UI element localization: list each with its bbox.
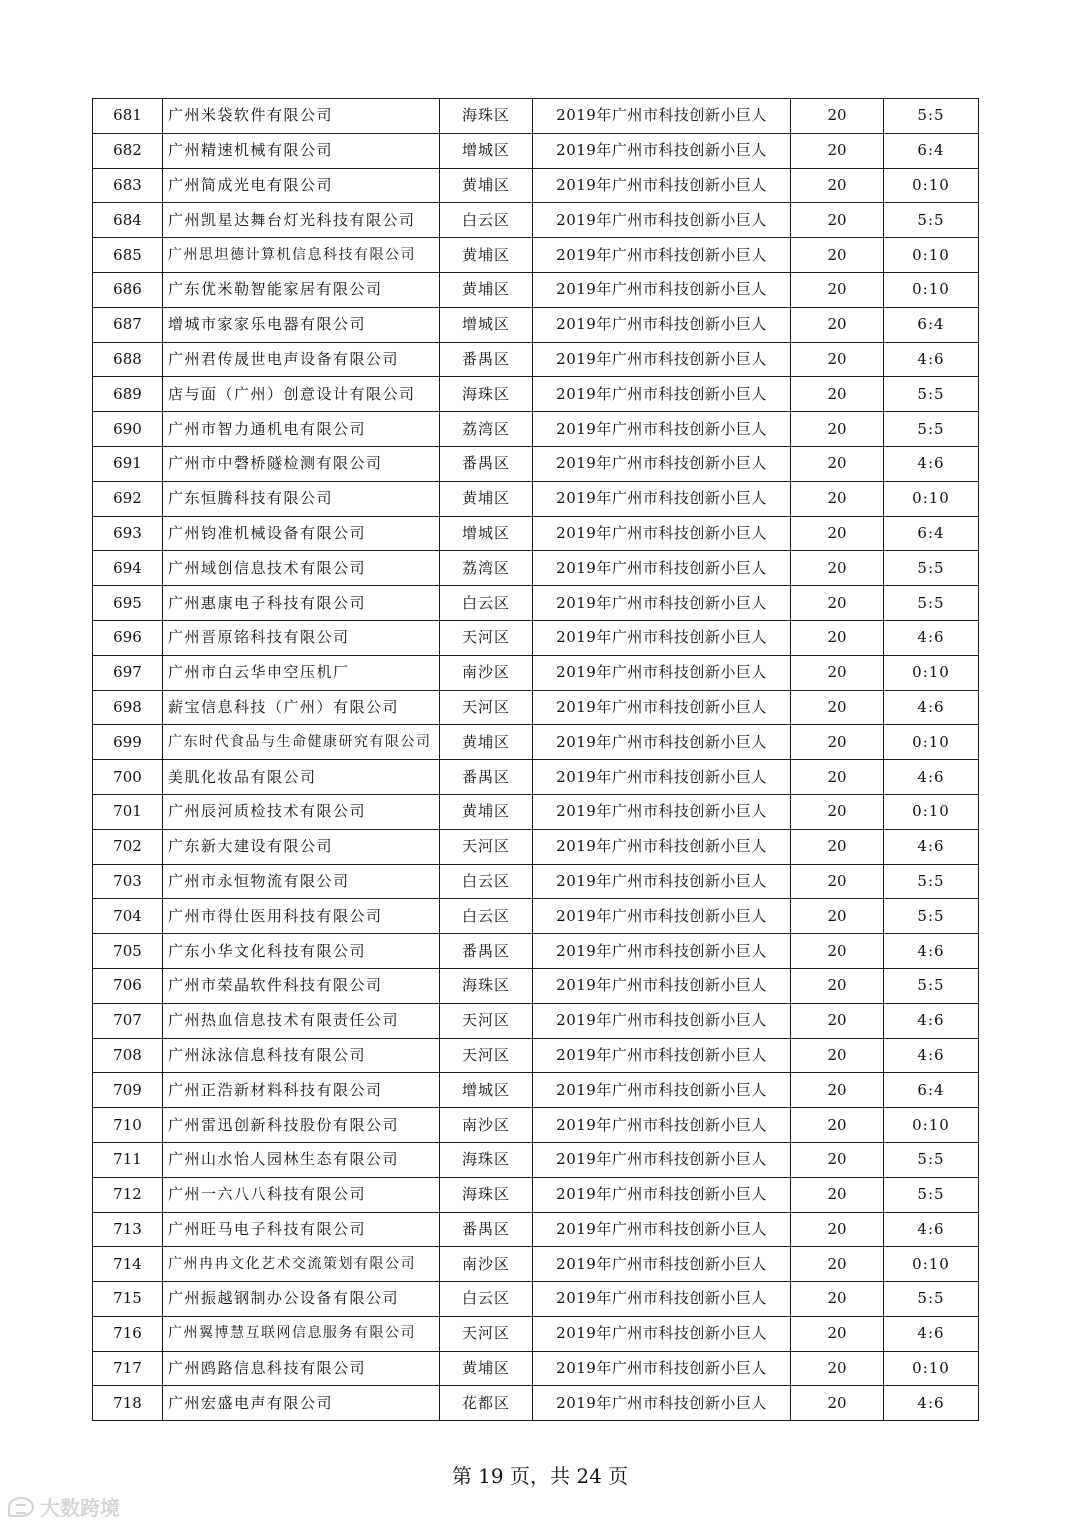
amount-cell: 20 (791, 1351, 884, 1386)
company-name-cell: 广东时代食品与生命健康研究有限公司 (163, 725, 440, 760)
district-cell: 天河区 (440, 1316, 533, 1351)
ratio-cell: 5:5 (884, 99, 979, 134)
amount-cell: 20 (791, 551, 884, 586)
ratio-cell: 0:10 (884, 481, 979, 516)
company-table (92, 98, 979, 1421)
page-number: 第 19 页，共 24 页 (451, 1464, 629, 1488)
category-cell: 2019年广州市科技创新小巨人 (533, 1108, 791, 1143)
amount-cell: 20 (791, 342, 884, 377)
company-name-cell: 广州晋原铭科技有限公司 (163, 620, 440, 655)
amount-cell: 20 (791, 1212, 884, 1247)
table-row (93, 238, 979, 273)
category-cell: 2019年广州市科技创新小巨人 (533, 203, 791, 238)
amount-cell: 20 (791, 1073, 884, 1108)
category-cell: 2019年广州市科技创新小巨人 (533, 516, 791, 551)
table-row (93, 968, 979, 1003)
row-number-cell: 710 (93, 1108, 163, 1143)
company-name-cell: 广州鸥路信息科技有限公司 (163, 1351, 440, 1386)
amount-cell: 20 (791, 99, 884, 134)
ratio-cell: 5:5 (884, 1282, 979, 1317)
district-cell: 黄埔区 (440, 794, 533, 829)
ratio-cell: 0:10 (884, 794, 979, 829)
district-cell: 天河区 (440, 829, 533, 864)
row-number-cell: 705 (93, 934, 163, 969)
district-cell: 白云区 (440, 1282, 533, 1317)
ratio-cell: 0:10 (884, 655, 979, 690)
company-name-cell: 广东小华文化科技有限公司 (163, 934, 440, 969)
amount-cell: 20 (791, 794, 884, 829)
ratio-cell: 5:5 (884, 412, 979, 447)
table-row (93, 829, 979, 864)
company-name-cell: 广州振越钢制办公设备有限公司 (163, 1282, 440, 1317)
ratio-cell: 6:4 (884, 307, 979, 342)
amount-cell: 20 (791, 1038, 884, 1073)
category-cell: 2019年广州市科技创新小巨人 (533, 1142, 791, 1177)
company-name-cell: 广州旺马电子科技有限公司 (163, 1212, 440, 1247)
company-name-cell: 广州市智力通机电有限公司 (163, 412, 440, 447)
company-name-cell: 广州米袋软件有限公司 (163, 99, 440, 134)
category-cell: 2019年广州市科技创新小巨人 (533, 168, 791, 203)
category-cell: 2019年广州市科技创新小巨人 (533, 342, 791, 377)
ratio-cell: 4:6 (884, 1386, 979, 1421)
row-number-cell: 694 (93, 551, 163, 586)
district-cell: 南沙区 (440, 1108, 533, 1143)
district-cell: 白云区 (440, 864, 533, 899)
category-cell: 2019年广州市科技创新小巨人 (533, 307, 791, 342)
district-cell: 白云区 (440, 899, 533, 934)
row-number-cell: 709 (93, 1073, 163, 1108)
district-cell: 番禺区 (440, 446, 533, 481)
table-row (93, 899, 979, 934)
amount-cell: 20 (791, 1177, 884, 1212)
row-number-cell: 714 (93, 1247, 163, 1282)
ratio-cell: 6:4 (884, 133, 979, 168)
row-number-cell: 686 (93, 272, 163, 307)
table-row (93, 168, 979, 203)
ratio-cell: 0:10 (884, 1247, 979, 1282)
district-cell: 增城区 (440, 1073, 533, 1108)
table-row (93, 446, 979, 481)
row-number-cell: 713 (93, 1212, 163, 1247)
category-cell: 2019年广州市科技创新小巨人 (533, 586, 791, 621)
category-cell: 2019年广州市科技创新小巨人 (533, 690, 791, 725)
district-cell: 南沙区 (440, 655, 533, 690)
amount-cell: 20 (791, 760, 884, 795)
table-row (93, 864, 979, 899)
amount-cell: 20 (791, 690, 884, 725)
table-row (93, 1177, 979, 1212)
district-cell: 南沙区 (440, 1247, 533, 1282)
category-cell: 2019年广州市科技创新小巨人 (533, 655, 791, 690)
table-row (93, 1003, 979, 1038)
table-body (93, 99, 979, 1421)
amount-cell: 20 (791, 620, 884, 655)
ratio-cell: 4:6 (884, 934, 979, 969)
table-row (93, 655, 979, 690)
amount-cell: 20 (791, 968, 884, 1003)
amount-cell: 20 (791, 586, 884, 621)
district-cell: 海珠区 (440, 377, 533, 412)
category-cell: 2019年广州市科技创新小巨人 (533, 794, 791, 829)
category-cell: 2019年广州市科技创新小巨人 (533, 968, 791, 1003)
category-cell: 2019年广州市科技创新小巨人 (533, 238, 791, 273)
amount-cell: 20 (791, 272, 884, 307)
company-name-cell: 广州山水怡人园林生态有限公司 (163, 1142, 440, 1177)
category-cell: 2019年广州市科技创新小巨人 (533, 829, 791, 864)
table-row (93, 1038, 979, 1073)
category-cell: 2019年广州市科技创新小巨人 (533, 1038, 791, 1073)
district-cell: 番禺区 (440, 1212, 533, 1247)
category-cell: 2019年广州市科技创新小巨人 (533, 1351, 791, 1386)
company-name-cell: 广州正浩新材料科技有限公司 (163, 1073, 440, 1108)
ratio-cell: 5:5 (884, 377, 979, 412)
category-cell: 2019年广州市科技创新小巨人 (533, 99, 791, 134)
row-number-cell: 684 (93, 203, 163, 238)
table-row (93, 203, 979, 238)
ratio-cell: 4:6 (884, 342, 979, 377)
district-cell: 荔湾区 (440, 551, 533, 586)
table-row (93, 551, 979, 586)
amount-cell: 20 (791, 1142, 884, 1177)
row-number-cell: 707 (93, 1003, 163, 1038)
district-cell: 增城区 (440, 307, 533, 342)
watermark (8, 1492, 120, 1521)
district-cell: 白云区 (440, 203, 533, 238)
ratio-cell: 0:10 (884, 168, 979, 203)
table-row (93, 133, 979, 168)
table-row (93, 620, 979, 655)
row-number-cell: 711 (93, 1142, 163, 1177)
category-cell: 2019年广州市科技创新小巨人 (533, 620, 791, 655)
company-name-cell: 广州宏盛电声有限公司 (163, 1386, 440, 1421)
row-number-cell: 683 (93, 168, 163, 203)
category-cell: 2019年广州市科技创新小巨人 (533, 934, 791, 969)
ratio-cell: 5:5 (884, 586, 979, 621)
row-number-cell: 703 (93, 864, 163, 899)
table-row (93, 412, 979, 447)
table-row (93, 1247, 979, 1282)
amount-cell: 20 (791, 934, 884, 969)
amount-cell: 20 (791, 864, 884, 899)
row-number-cell: 697 (93, 655, 163, 690)
ratio-cell: 5:5 (884, 551, 979, 586)
row-number-cell: 699 (93, 725, 163, 760)
company-name-cell: 广州简成光电有限公司 (163, 168, 440, 203)
category-cell: 2019年广州市科技创新小巨人 (533, 133, 791, 168)
amount-cell: 20 (791, 307, 884, 342)
company-name-cell: 广州市白云华申空压机厂 (163, 655, 440, 690)
company-name-cell: 广州思坦德计算机信息科技有限公司 (163, 238, 440, 273)
amount-cell: 20 (791, 725, 884, 760)
ratio-cell: 5:5 (884, 1177, 979, 1212)
table-row (93, 1142, 979, 1177)
amount-cell: 20 (791, 133, 884, 168)
ratio-cell: 5:5 (884, 864, 979, 899)
ratio-cell: 5:5 (884, 1142, 979, 1177)
amount-cell: 20 (791, 1003, 884, 1038)
row-number-cell: 717 (93, 1351, 163, 1386)
company-name-cell: 广州热血信息技术有限责任公司 (163, 1003, 440, 1038)
table-row (93, 586, 979, 621)
ratio-cell: 5:5 (884, 968, 979, 1003)
table-row (93, 377, 979, 412)
ratio-cell: 5:5 (884, 203, 979, 238)
table-row (93, 342, 979, 377)
amount-cell: 20 (791, 446, 884, 481)
table-row (93, 516, 979, 551)
table-row (93, 1073, 979, 1108)
row-number-cell: 706 (93, 968, 163, 1003)
amount-cell: 20 (791, 899, 884, 934)
district-cell: 天河区 (440, 1003, 533, 1038)
amount-cell: 20 (791, 412, 884, 447)
table-row (93, 690, 979, 725)
amount-cell: 20 (791, 168, 884, 203)
row-number-cell: 687 (93, 307, 163, 342)
category-cell: 2019年广州市科技创新小巨人 (533, 272, 791, 307)
table-row (93, 794, 979, 829)
category-cell: 2019年广州市科技创新小巨人 (533, 446, 791, 481)
company-name-cell: 薪宝信息科技（广州）有限公司 (163, 690, 440, 725)
company-name-cell: 广州泳泳信息科技有限公司 (163, 1038, 440, 1073)
table-row (93, 272, 979, 307)
row-number-cell: 685 (93, 238, 163, 273)
company-name-cell: 广东新大建设有限公司 (163, 829, 440, 864)
row-number-cell: 718 (93, 1386, 163, 1421)
company-name-cell: 广州翼博慧互联网信息服务有限公司 (163, 1316, 440, 1351)
category-cell: 2019年广州市科技创新小巨人 (533, 481, 791, 516)
ratio-cell: 4:6 (884, 690, 979, 725)
ratio-cell: 0:10 (884, 725, 979, 760)
table-row (93, 481, 979, 516)
company-name-cell: 广州域创信息技术有限公司 (163, 551, 440, 586)
category-cell: 2019年广州市科技创新小巨人 (533, 1247, 791, 1282)
row-number-cell: 681 (93, 99, 163, 134)
row-number-cell: 712 (93, 1177, 163, 1212)
company-name-cell: 广州一六八八科技有限公司 (163, 1177, 440, 1212)
category-cell: 2019年广州市科技创新小巨人 (533, 1212, 791, 1247)
ratio-cell: 4:6 (884, 1212, 979, 1247)
ratio-cell: 0:10 (884, 1351, 979, 1386)
row-number-cell: 702 (93, 829, 163, 864)
row-number-cell: 698 (93, 690, 163, 725)
table-row (93, 1282, 979, 1317)
ratio-cell: 4:6 (884, 1316, 979, 1351)
district-cell: 海珠区 (440, 968, 533, 1003)
district-cell: 天河区 (440, 690, 533, 725)
amount-cell: 20 (791, 238, 884, 273)
company-name-cell: 广州市得仕医用科技有限公司 (163, 899, 440, 934)
district-cell: 黄埔区 (440, 238, 533, 273)
company-name-cell: 广州市中磬桥隧检测有限公司 (163, 446, 440, 481)
company-name-cell: 广州君传晟世电声设备有限公司 (163, 342, 440, 377)
district-cell: 天河区 (440, 620, 533, 655)
category-cell: 2019年广州市科技创新小巨人 (533, 1316, 791, 1351)
row-number-cell: 701 (93, 794, 163, 829)
category-cell: 2019年广州市科技创新小巨人 (533, 864, 791, 899)
company-name-cell: 广州雷迅创新科技股份有限公司 (163, 1108, 440, 1143)
ratio-cell: 6:4 (884, 516, 979, 551)
company-name-cell: 广州冉冉文化艺术交流策划有限公司 (163, 1247, 440, 1282)
category-cell: 2019年广州市科技创新小巨人 (533, 551, 791, 586)
row-number-cell: 693 (93, 516, 163, 551)
district-cell: 天河区 (440, 1038, 533, 1073)
category-cell: 2019年广州市科技创新小巨人 (533, 725, 791, 760)
company-name-cell: 美肌化妆品有限公司 (163, 760, 440, 795)
table-row (93, 1351, 979, 1386)
row-number-cell: 695 (93, 586, 163, 621)
ratio-cell: 6:4 (884, 1073, 979, 1108)
district-cell: 黄埔区 (440, 168, 533, 203)
table-row (93, 99, 979, 134)
amount-cell: 20 (791, 516, 884, 551)
company-name-cell: 广东恒腾科技有限公司 (163, 481, 440, 516)
category-cell: 2019年广州市科技创新小巨人 (533, 1073, 791, 1108)
district-cell: 黄埔区 (440, 1351, 533, 1386)
district-cell: 花都区 (440, 1386, 533, 1421)
district-cell: 海珠区 (440, 1177, 533, 1212)
table-row (93, 1108, 979, 1143)
table-row (93, 307, 979, 342)
district-cell: 黄埔区 (440, 272, 533, 307)
table-row (93, 1316, 979, 1351)
amount-cell: 20 (791, 1316, 884, 1351)
district-cell: 增城区 (440, 133, 533, 168)
category-cell: 2019年广州市科技创新小巨人 (533, 1177, 791, 1212)
amount-cell: 20 (791, 829, 884, 864)
ratio-cell: 4:6 (884, 760, 979, 795)
table-row (93, 725, 979, 760)
row-number-cell: 692 (93, 481, 163, 516)
amount-cell: 20 (791, 1247, 884, 1282)
table-row (93, 760, 979, 795)
category-cell: 2019年广州市科技创新小巨人 (533, 760, 791, 795)
category-cell: 2019年广州市科技创新小巨人 (533, 899, 791, 934)
company-name-cell: 广州凯星达舞台灯光科技有限公司 (163, 203, 440, 238)
category-cell: 2019年广州市科技创新小巨人 (533, 377, 791, 412)
amount-cell: 20 (791, 203, 884, 238)
company-name-cell: 增城市家家乐电器有限公司 (163, 307, 440, 342)
district-cell: 增城区 (440, 516, 533, 551)
row-number-cell: 708 (93, 1038, 163, 1073)
ratio-cell: 4:6 (884, 1003, 979, 1038)
district-cell: 番禺区 (440, 342, 533, 377)
row-number-cell: 682 (93, 133, 163, 168)
row-number-cell: 700 (93, 760, 163, 795)
company-name-cell: 广州市荣晶软件科技有限公司 (163, 968, 440, 1003)
district-cell: 白云区 (440, 586, 533, 621)
table-row (93, 934, 979, 969)
district-cell: 海珠区 (440, 99, 533, 134)
ratio-cell: 4:6 (884, 1038, 979, 1073)
ratio-cell: 5:5 (884, 899, 979, 934)
district-cell: 海珠区 (440, 1142, 533, 1177)
row-number-cell: 691 (93, 446, 163, 481)
amount-cell: 20 (791, 1108, 884, 1143)
amount-cell: 20 (791, 1282, 884, 1317)
category-cell: 2019年广州市科技创新小巨人 (533, 1386, 791, 1421)
speech-bubble-icon (8, 1497, 34, 1517)
row-number-cell: 690 (93, 412, 163, 447)
company-name-cell: 广州惠康电子科技有限公司 (163, 586, 440, 621)
amount-cell: 20 (791, 1386, 884, 1421)
district-cell: 番禺区 (440, 760, 533, 795)
district-cell: 黄埔区 (440, 725, 533, 760)
amount-cell: 20 (791, 481, 884, 516)
ratio-cell: 4:6 (884, 620, 979, 655)
company-name-cell: 广州钧准机械设备有限公司 (163, 516, 440, 551)
ratio-cell: 4:6 (884, 829, 979, 864)
ratio-cell: 4:6 (884, 446, 979, 481)
company-name-cell: 广东优米勒智能家居有限公司 (163, 272, 440, 307)
row-number-cell: 716 (93, 1316, 163, 1351)
company-name-cell: 广州辰河质检技术有限公司 (163, 794, 440, 829)
category-cell: 2019年广州市科技创新小巨人 (533, 1282, 791, 1317)
watermark-text: 大数跨境 (40, 1496, 120, 1520)
ratio-cell: 0:10 (884, 1108, 979, 1143)
table-row (93, 1212, 979, 1247)
ratio-cell: 0:10 (884, 272, 979, 307)
company-name-cell: 广州市永恒物流有限公司 (163, 864, 440, 899)
category-cell: 2019年广州市科技创新小巨人 (533, 1003, 791, 1038)
district-cell: 黄埔区 (440, 481, 533, 516)
row-number-cell: 715 (93, 1282, 163, 1317)
company-name-cell: 店与面（广州）创意设计有限公司 (163, 377, 440, 412)
row-number-cell: 704 (93, 899, 163, 934)
row-number-cell: 688 (93, 342, 163, 377)
district-cell: 荔湾区 (440, 412, 533, 447)
amount-cell: 20 (791, 377, 884, 412)
amount-cell: 20 (791, 655, 884, 690)
ratio-cell: 0:10 (884, 238, 979, 273)
row-number-cell: 689 (93, 377, 163, 412)
company-name-cell: 广州精速机械有限公司 (163, 133, 440, 168)
row-number-cell: 696 (93, 620, 163, 655)
district-cell: 番禺区 (440, 934, 533, 969)
category-cell: 2019年广州市科技创新小巨人 (533, 412, 791, 447)
table-row (93, 1386, 979, 1421)
